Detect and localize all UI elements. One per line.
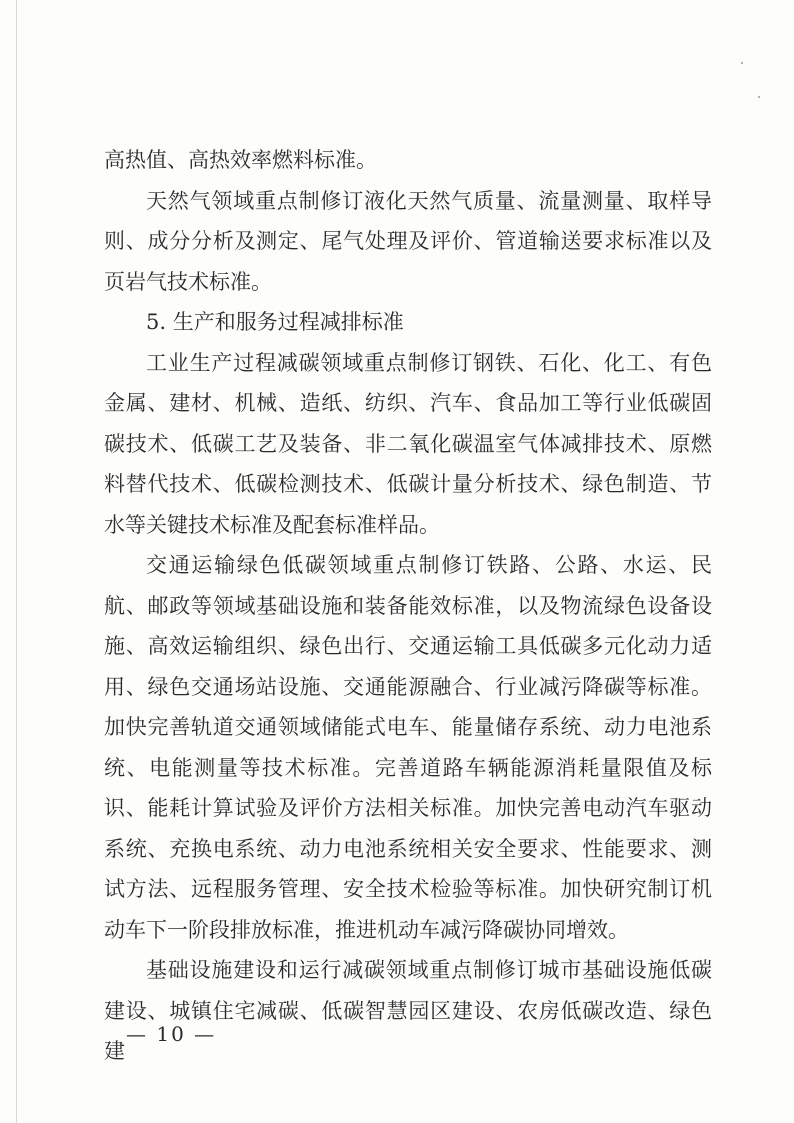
paragraph-industrial-production: 工业生产过程减碳领域重点制修订钢铁、石化、化工、有色金属、建材、机械、造纸、纺织、汽车、食品加工等行业低碳固碳技术、低碳工艺及装备、非二氧化碳温室气体减排技术、原燃料替代技术、低碳检测技术、低碳计量分析技术、绿色制造、节水等关键技术标准及配套标准样品。 <box>104 350 712 537</box>
body-text <box>104 140 712 1072</box>
scan-speck <box>741 62 743 64</box>
paragraph-natural-gas: 天然气领域重点制修订液化天然气质量、流量测量、取样导则、成分分析及测定、尾气处理及评价、管道输送要求标准以及页岩气技术标准。 <box>104 188 712 294</box>
paragraph-continuation: 高热值、高热效率燃料标准。 <box>104 148 377 172</box>
paragraph-infrastructure: 基础设施建设和运行减碳领域重点制修订城市基础设施低碳建设、城镇住宅减碳、低碳智慧园区建设、农房低碳改造、绿色建 <box>104 958 712 1063</box>
section-heading-emission-reduction: 5. 生产和服务过程减排标准 <box>146 310 404 334</box>
scan-edge-line <box>16 0 17 1123</box>
page-number: — 10 — <box>126 1022 217 1046</box>
scan-speck <box>758 96 760 98</box>
paragraph-transportation: 交通运输绿色低碳领域重点制修订铁路、公路、水运、民航、邮政等领域基础设施和装备能效标准，以及物流绿色设备设施、高效运输组织、绿色出行、交通运输工具低碳多元化动力适用、绿色交通场站设施、交通能源融合、行业减污降碳等标准。加快完善轨道交通领域储能式电车、能量储存系统、动力电池系统、电能测量等技术标准。完善道路车辆能源消耗量限值及标识、能耗计算试验及评价方法相关标准。加快完善电动汽车驱动系统、充换电系统、动力电池系统相关安全要求、性能要求、测试方法、远程服务管理、安全技术检验等标准。加快研究制订机动车下一阶段排放标准，推进机动车减污降碳协同增效。 <box>104 553 712 942</box>
